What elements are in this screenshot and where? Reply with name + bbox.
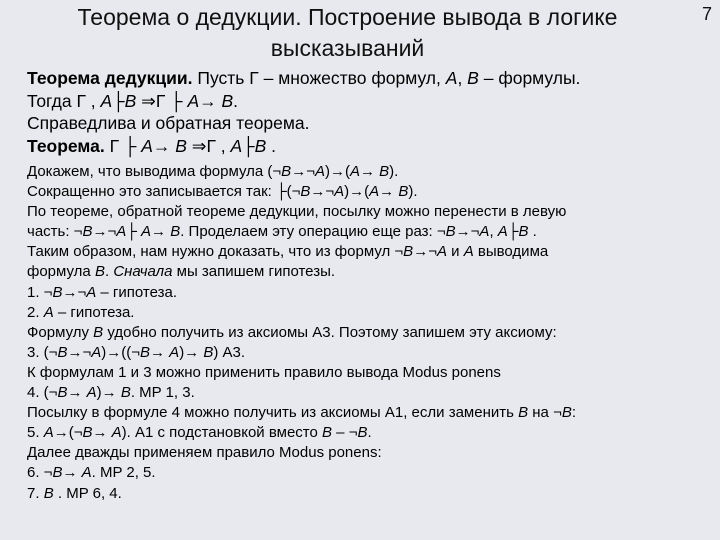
var-b: B <box>139 343 150 361</box>
proof-line: К формулам 1 и 3 можно применить правило вывода Modus ponens <box>27 363 501 381</box>
var-a: A <box>116 223 127 241</box>
text-run: →¬ <box>413 243 437 261</box>
turnstile: ├ <box>112 90 125 111</box>
var-b: B <box>403 243 414 261</box>
text-run: – ¬ <box>332 424 358 442</box>
var-a: A <box>436 243 447 261</box>
var-a: A <box>445 68 458 88</box>
proof-line <box>27 242 707 262</box>
text-run: ) А3. <box>213 343 246 361</box>
text-run: → <box>150 343 170 361</box>
text-run: →¬ <box>62 283 87 301</box>
var-b: B <box>120 384 131 402</box>
text-run: . <box>266 135 277 156</box>
text-run: 5. <box>27 424 44 442</box>
text-run: ⇒Г ├ <box>136 90 188 111</box>
proof-line <box>27 463 707 483</box>
text-run: . MP 1, 3. <box>130 384 195 402</box>
var-a: A <box>86 384 97 402</box>
emphasis-word: Сначала <box>113 263 173 281</box>
slide-title <box>20 2 675 64</box>
proof-line <box>27 283 707 303</box>
var-b: B <box>43 484 54 502</box>
var-a: A <box>43 303 54 321</box>
text-run: → <box>67 384 87 402</box>
text-run: )→((¬ <box>101 343 140 361</box>
proof-line <box>27 182 707 202</box>
text-run: Формулу <box>27 323 94 341</box>
converse-theorem-line <box>27 135 707 158</box>
text-run: ). <box>408 183 418 201</box>
var-a: A <box>81 464 92 482</box>
text-run: – гипотеза. <box>96 283 177 301</box>
text-run: Г ├ <box>104 135 142 156</box>
text-run: 7. <box>27 484 44 502</box>
theorem-heading: Теорема. <box>27 135 105 156</box>
text-run: Таким образом, нам нужно доказать, что из формул ¬ <box>27 243 404 261</box>
var-a: A <box>497 223 508 241</box>
text-run: → <box>62 464 82 482</box>
slide-title-line-1: Теорема о дедукции. Построение вывода в логике <box>77 4 618 30</box>
var-a: A <box>230 135 243 156</box>
var-b: B <box>124 90 137 111</box>
text-run: Сокращенно это записывается так: ├(¬ <box>27 183 301 201</box>
proof-line <box>27 403 707 423</box>
var-a: A <box>91 343 102 361</box>
text-run: . <box>104 263 114 281</box>
text-run: формула <box>27 263 95 281</box>
text-run: . MP 2, 5. <box>91 464 156 482</box>
text-run: 6. ¬ <box>27 464 53 482</box>
var-a: A <box>100 90 113 111</box>
text-run: Посылку в формуле 4 можно получить из аксиомы А1, если заменить <box>27 404 519 422</box>
var-b: B <box>52 283 63 301</box>
var-a: A <box>463 243 474 261</box>
text-run: удобно получить из аксиомы А3. Поэтому запишем эту аксиому: <box>103 323 557 341</box>
formula: A→ B <box>369 183 409 201</box>
var-b: B <box>322 424 333 442</box>
proof-line <box>27 383 707 403</box>
theorem-block <box>27 67 707 157</box>
proof-line <box>27 323 707 343</box>
var-a: A <box>111 424 122 442</box>
var-a: A <box>86 283 97 301</box>
var-b: B <box>357 424 368 442</box>
text-run: . MP 6, 4. <box>53 484 122 502</box>
text-run: Тогда Г , <box>27 90 101 111</box>
text-run: 4. (¬ <box>27 384 58 402</box>
text-run: )→( <box>324 163 350 180</box>
formula: A→ B <box>187 90 234 111</box>
text-run: →¬ <box>310 183 335 201</box>
text-run: : <box>571 404 577 422</box>
proof-line <box>27 262 707 282</box>
text-run: Докажем, что выводима формула (¬ <box>27 163 282 180</box>
text-run: →(¬ <box>53 424 83 442</box>
proof-line: Далее дважды применяем правило Modus ponens: <box>27 444 382 462</box>
text-run: выводима <box>473 243 549 261</box>
text-run: 2. <box>27 303 44 321</box>
var-b: B <box>281 163 292 180</box>
var-b: B <box>445 223 456 241</box>
var-a: A <box>334 183 345 201</box>
text-run: )→ <box>96 384 121 402</box>
text-run: . <box>233 90 239 111</box>
var-b: B <box>518 223 529 241</box>
turnstile: ├ <box>126 223 142 241</box>
text-run: ⇒Г , <box>186 135 231 156</box>
formula: A→ B <box>141 223 181 241</box>
proof-line <box>27 343 707 363</box>
text-run: )→ <box>179 343 204 361</box>
theorem-formula-line <box>27 90 707 113</box>
proof-line <box>27 222 707 242</box>
var-a: A <box>43 424 54 442</box>
var-a: A <box>169 343 180 361</box>
text-run: , <box>457 68 468 88</box>
formula: A→ B <box>349 163 390 180</box>
turnstile: ├ <box>507 223 519 241</box>
text-run: →¬ <box>67 343 92 361</box>
theorem-heading: Теорема дедукции. <box>27 68 193 88</box>
text-run: . Проделаем эту операцию еще раз: ¬ <box>180 223 446 241</box>
text-run: . <box>367 424 372 442</box>
proof-line <box>27 303 707 323</box>
text-run: →¬ <box>92 223 117 241</box>
text-run: – формулы. <box>478 68 581 88</box>
text-run: на ¬ <box>528 404 562 422</box>
text-run: →¬ <box>291 163 315 180</box>
text-run: – гипотеза. <box>53 303 135 321</box>
proof-line: По теореме, обратной теореме дедукции, посылку можно перенести в левую <box>27 203 567 221</box>
slide-title-line-2: высказываний <box>270 35 425 61</box>
text-run: и <box>446 243 464 261</box>
proof-line <box>27 423 707 443</box>
var-b: B <box>467 68 479 88</box>
text-run: мы запишем гипотезы. <box>172 263 336 281</box>
var-b: B <box>518 404 529 422</box>
var-b: B <box>561 404 572 422</box>
var-b: B <box>254 135 267 156</box>
text-run: Пусть Г – множество формул, <box>192 68 446 88</box>
var-b: B <box>300 183 311 201</box>
formula: A→ B <box>141 135 187 156</box>
proof-block <box>27 162 707 504</box>
text-run: , <box>489 223 498 241</box>
var-b: B <box>203 343 214 361</box>
var-b: B <box>57 384 68 402</box>
slide-number: 7 <box>701 4 712 24</box>
var-a: A <box>314 163 325 180</box>
converse-note-line: Справедлива и обратная теорема. <box>27 113 310 133</box>
text-run: часть: ¬ <box>27 223 83 241</box>
text-run: ). А1 с подстановкой вместо <box>121 424 322 442</box>
var-b: B <box>82 223 93 241</box>
text-run: 1. ¬ <box>27 283 53 301</box>
text-run: 3. (¬ <box>27 343 58 361</box>
var-a: A <box>479 223 490 241</box>
text-run: . <box>528 223 537 241</box>
var-b: B <box>94 263 105 281</box>
var-b: B <box>93 323 104 341</box>
turnstile: ├ <box>242 135 255 156</box>
text-run: → <box>92 424 112 442</box>
proof-line <box>27 484 707 504</box>
text-run: )→( <box>344 183 370 201</box>
proof-line <box>27 162 707 182</box>
text-run: ). <box>389 163 399 180</box>
var-b: B <box>52 464 63 482</box>
text-run: →¬ <box>455 223 480 241</box>
theorem-statement-line <box>27 67 707 90</box>
var-b: B <box>82 424 93 442</box>
var-b: B <box>57 343 68 361</box>
